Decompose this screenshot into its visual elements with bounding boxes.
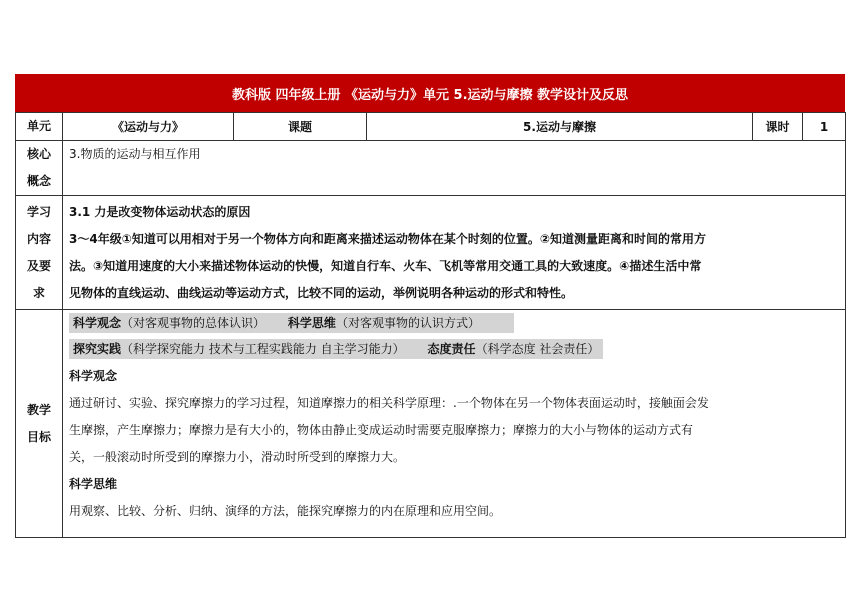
goal-heading-thinking: 科学思维 (69, 477, 118, 491)
lesson-value: 5.运动与摩擦 (367, 113, 753, 141)
document-title-bar (15, 74, 845, 112)
learning-content-label: 学习 内容 及要 求 (16, 196, 63, 310)
teaching-goals-row (16, 310, 846, 538)
lesson-plan-table (15, 112, 846, 538)
learning-content-row (16, 196, 846, 310)
core-concept-text: 3.物质的运动与相互作用 (63, 141, 846, 196)
teaching-goals-text: 科学观念（对客观事物的总体认识） 科学思维（对客观事物的认识方式） 探究实践（科学探究能力 技术与工程实践能力 自主学习能力） 态度责任（科学态度 社会责任） 科学观念 通过研讨、实验、探究摩擦力的学习过程，知道摩擦力的相关科学原理：.一个物体在另一个物体表面运动时，接触面会发 生摩擦，产生摩擦力；摩擦力是有大小的，物体由静止变成运动时需要克服摩擦力；摩擦力的大小与物体的运动方式有 关，一般滚动时所受到的摩擦力小，滑动时所受到的摩擦力大。 科学思维 用观察、比较、分析、归纳、演绎的方法，能探究摩擦力的内在原理和应用空间。 (63, 310, 846, 538)
period-label: 课时 (753, 113, 803, 141)
unit-value: 《运动与力》 (63, 113, 234, 141)
document-title: 教科版 四年级上册 《运动与力》单元 5.运动与摩擦 教学设计及反思 (231, 87, 629, 103)
core-concept-label: 核心 概念 (16, 141, 63, 196)
goal-band-2: 探究实践（科学探究能力 技术与工程实践能力 自主学习能力） 态度责任（科学态度 社会责任） (69, 335, 839, 363)
goal-heading-concept: 科学观念 (69, 369, 118, 383)
unit-row (16, 113, 846, 141)
period-value: 1 (803, 113, 846, 141)
teaching-goals-label: 教学 目标 (16, 310, 63, 538)
content-heading: 3.1 力是改变物体运动状态的原因 (69, 204, 251, 219)
goal-band-1: 科学观念（对客观事物的总体认识） 科学思维（对客观事物的认识方式） (69, 311, 839, 335)
learning-content-text: 3.1 力是改变物体运动状态的原因 3～4年级①知道可以用相对于另一个物体方向和距离来描述运动物体在某个时刻的位置。②知道测量距离和时间的常用方 法。③知道用速度的大小来描述物体运动的快慢，知道自行车、火车、飞机等常用交通工具的大致速度。④描述生活中常 见物体的直线运动、曲线运动等运动方式，比较不同的运动，举例说明各种运动的形式和特性。 (63, 196, 846, 310)
unit-label: 单元 (16, 113, 63, 141)
core-concept-row (16, 141, 846, 196)
lesson-label: 课题 (234, 113, 367, 141)
